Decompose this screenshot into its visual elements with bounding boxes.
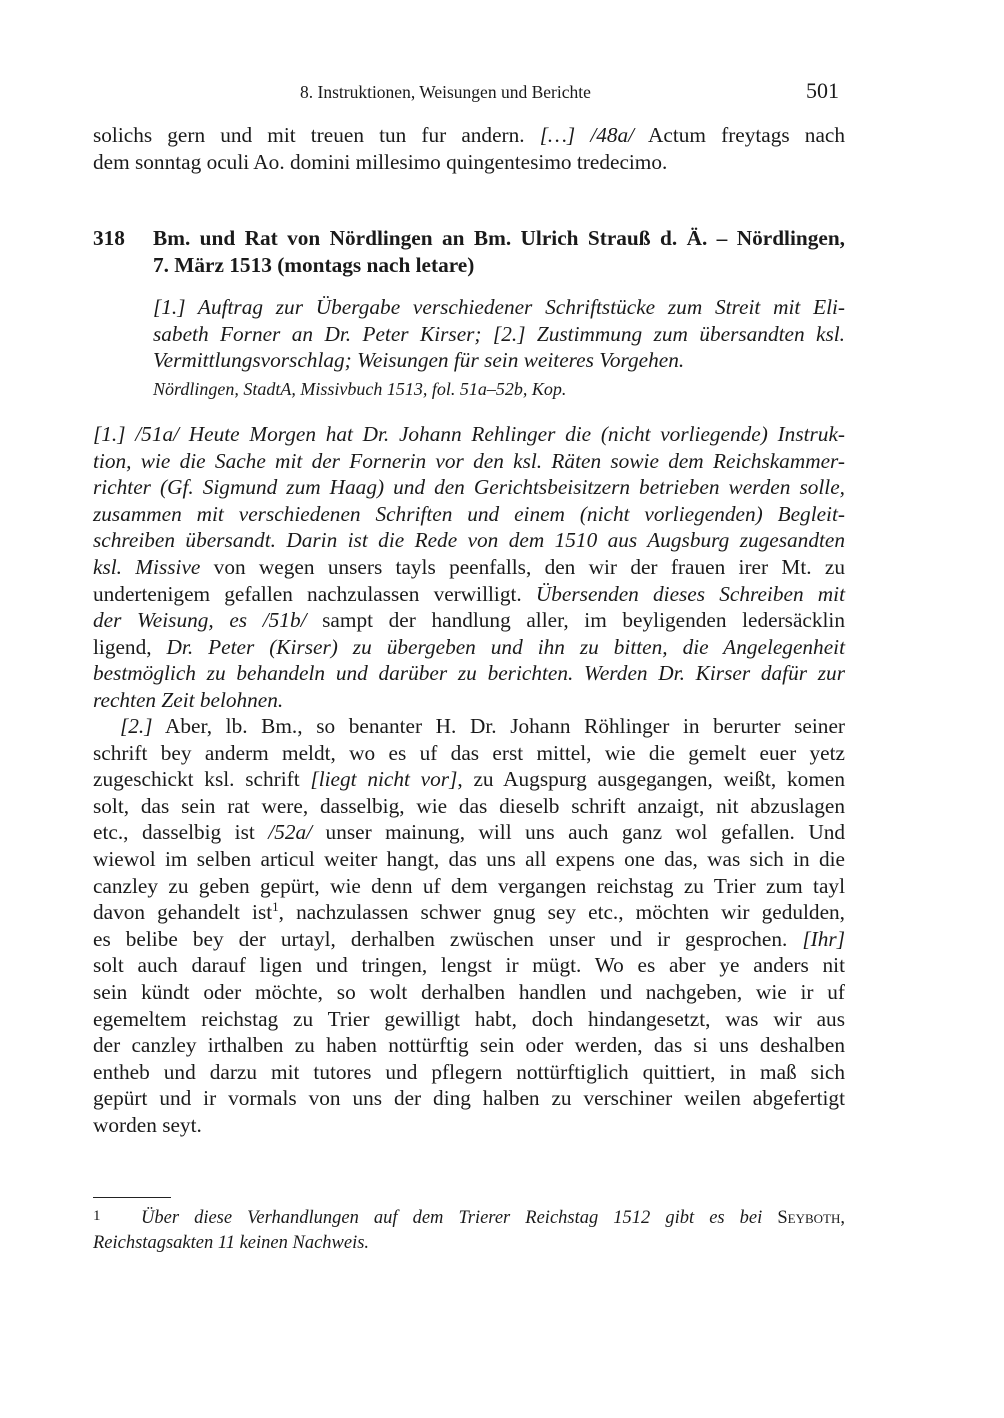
running-title: 8. Instruktionen, Weisungen und Berichte — [300, 82, 591, 102]
footnote-reference: 1 — [272, 899, 279, 915]
text-segment: [liegt nicht vor] — [310, 767, 458, 792]
text-segment: , nachzulassen schwer gnug sey etc., möchten wir gedulden, — [278, 900, 845, 925]
footnote-line — [93, 1203, 845, 1230]
text-line — [93, 501, 845, 528]
text-line — [93, 1032, 845, 1059]
text-segment: Über diese Verhandlungen auf dem Trierer Reichstag 1512 gibt es bei — [141, 1208, 778, 1228]
text-segment: wiewol im selben articul weiter hangt, das uns all expens one das, was sich in die — [93, 846, 845, 871]
text-segment: dem sonntag oculi Ao. domini millesimo quingentesimo tredecimo. — [93, 149, 668, 174]
footnote-line — [93, 1230, 845, 1257]
text-segment: solt auch darauf ligen und tringen, lengst ir mügt. Wo es aber ye anders nit — [93, 953, 845, 978]
text-segment: [2.] — [120, 714, 153, 738]
text-segment: solichs gern und mit treuen tun fur andern. — [93, 123, 540, 147]
text-line — [93, 1059, 845, 1086]
text-segment: solt, das sein rat were, dasselbig, wie das dieselb schrift anzaigt, nit abzuslagen — [93, 793, 845, 818]
paragraph-1 — [93, 421, 845, 714]
text-line — [93, 952, 845, 979]
text-segment: worden seyt. — [93, 1112, 202, 1137]
text-line — [93, 149, 845, 176]
text-line — [93, 766, 845, 793]
summary-line: Vermittlungsvorschlag; Weisungen für sein weiteres Vorgehen. — [153, 348, 685, 373]
document-number: 318 — [93, 226, 125, 250]
text-segment: sein kündt oder möchte, so wolt derhalben handlen und nachgeben, wie ir uf — [93, 979, 845, 1004]
text-line — [93, 899, 845, 926]
text-segment: tion, wie die Sache mit der Fornerin vor den ksl. Räten sowie dem Reichskammer- — [93, 448, 845, 473]
text-segment: /52a/ — [268, 820, 313, 845]
text-line — [93, 421, 845, 448]
text-segment: [1.] /51a/ Heute Morgen hat Dr. Johann Rehlinger die (nicht vorliegende) Instruk- — [93, 422, 845, 446]
footnote-text — [93, 1233, 369, 1253]
summary-line: sabeth Forner an Dr. Peter Kirser; [2.] Zustimmung zum übersandten ksl. — [153, 321, 845, 346]
document-summary — [153, 294, 845, 374]
text-segment: Reichstagsakten 11 keinen Nachweis. — [93, 1232, 370, 1253]
text-segment: , zu Augspurg ausgegangen, weißt, komen — [457, 767, 845, 792]
text-segment: sampt der handlung aller, im beyligenden ledersäcklin — [306, 608, 845, 633]
text-segment: schrift bey anderm meldt, wo es uf das erst mittel, wie die gemelt euer yetz — [93, 740, 845, 765]
text-segment: zugeschickt ksl. schrift — [93, 767, 311, 792]
text-segment: es belibe bey der urtayl, derhalben zwüschen unser und ir gesprochen. — [93, 926, 803, 951]
text-line — [93, 554, 845, 581]
text-line — [93, 448, 845, 475]
text-segment: gepürt und ir vormals von uns der ding halben zu verschiner weilen abgefertigt — [93, 1086, 845, 1111]
text-line — [93, 634, 845, 661]
text-line — [93, 687, 845, 714]
footnote-text — [141, 1208, 845, 1228]
text-segment: Actum freytags nach — [634, 123, 845, 147]
text-line — [93, 527, 845, 554]
text-segment: zusammen mit verschiedenen Schriften und einem (nicht vorliegenden) Begleit- — [93, 501, 845, 526]
text-segment: der Weisung, es /51b/ — [93, 608, 307, 633]
text-segment: […] /48a/ — [539, 123, 635, 147]
text-segment: entheb und darzu mit tutores und pflegern nottürftiglich quittiert, in maß sich — [93, 1059, 845, 1084]
source-citation: Nördlingen, StadtA, Missivbuch 1513, fol. 51a–52b, Kop. — [153, 379, 567, 399]
text-segment: davon gehandelt ist — [93, 900, 273, 925]
text-line — [93, 1006, 845, 1033]
text-segment: schreiben übersandt. Darin ist die Rede von dem 1510 aus Augsburg zugesandten — [93, 528, 845, 553]
footnote — [93, 1203, 845, 1256]
document-title-line: Bm. und Rat von Nördlingen an Bm. Ulrich Strauß d. Ä. – Nördlingen, — [153, 226, 845, 250]
text-line — [93, 873, 845, 900]
text-line — [93, 1085, 845, 1112]
text-line — [93, 713, 845, 740]
text-line — [93, 660, 845, 687]
text-segment: [Ihr] — [802, 926, 845, 951]
text-line — [93, 979, 845, 1006]
text-segment: der canzley irthalben zu haben nottürftig sein oder werden, das si uns deshalben — [93, 1033, 845, 1058]
text-segment: von wegen unsers tayls peenfalls, den wir der frauen irer Mt. zu — [200, 554, 845, 579]
text-line — [93, 474, 845, 501]
text-line — [93, 926, 845, 953]
text-segment: Aber, lb. Bm., so benanter H. Dr. Johann Röhlinger in berurter seiner — [152, 714, 845, 738]
text-segment: undertenigem gefallen nachzulassen verwilligt. — [93, 581, 536, 606]
text-segment: Dr. Peter (Kirser) zu übergeben und ihn zu bitten, die Angelegenheit — [166, 634, 845, 659]
text-segment: Seyboth, — [777, 1208, 845, 1228]
text-line — [93, 1112, 845, 1139]
footnote-number: 1 — [93, 1208, 101, 1224]
text-segment: ksl. Missive — [93, 554, 201, 579]
footnote-rule — [93, 1197, 171, 1198]
document-title-line: 7. März 1513 (montags nach letare) — [153, 252, 475, 277]
text-line — [93, 819, 845, 846]
text-segment: canzley zu geben gepürt, wie denn uf dem vergangen reichstag zu Trier zum tayl — [93, 873, 845, 898]
text-segment: egemeltem reichstag zu Trier gewilligt habt, doch hindangesetzt, was wir aus — [93, 1006, 845, 1031]
text-segment: unser mainung, will uns auch ganz wol gefallen. Und — [312, 820, 846, 845]
summary-line: [1.] Auftrag zur Übergabe verschiedener Schriftstücke zum Streit mit Eli- — [153, 295, 845, 319]
text-segment: Übersenden dieses Schreiben mit — [535, 581, 845, 606]
text-segment: rechten Zeit belohnen. — [93, 687, 284, 712]
text-line — [93, 846, 845, 873]
text-line — [93, 581, 845, 608]
text-line — [93, 793, 845, 820]
text-segment: bestmöglich zu behandeln und darüber zu berichten. Werden Dr. Kirser dafür zur — [93, 661, 845, 686]
intro-paragraph — [93, 122, 845, 175]
text-segment: ligend, — [93, 634, 167, 659]
paragraph-2 — [93, 713, 845, 1139]
text-line — [93, 607, 845, 634]
text-segment: etc., dasselbig ist — [93, 820, 269, 845]
text-line — [93, 122, 845, 149]
text-line — [93, 740, 845, 767]
text-segment: richter (Gf. Sigmund zum Haag) und den Gerichtsbeisitzern betrieben werden solle, — [93, 475, 845, 500]
page-number: 501 — [806, 78, 839, 103]
